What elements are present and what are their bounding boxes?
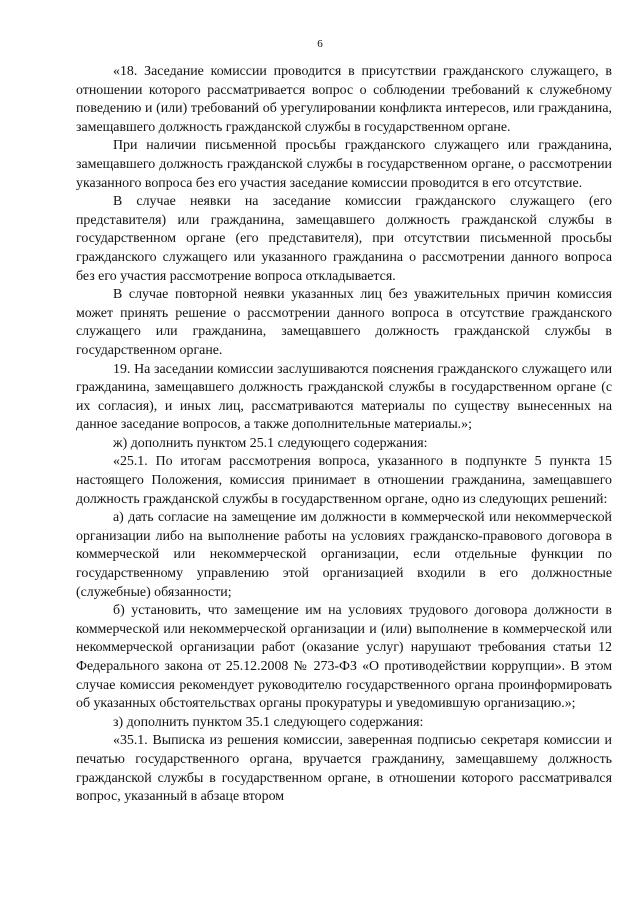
paragraph-amendment-zh: ж) дополнить пунктом 25.1 следующего содержания: (113, 435, 428, 451)
paragraph-18: «18. Заседание комиссии проводится в присутствии гражданского служащего, в отношении которого рассматривается вопрос о соблюдении требований к служебному поведению и (или) требований об урегулировании конфликта интересов, или гражданина, замещавшего должность гражданской службы в государственном органе. (76, 64, 612, 135)
paragraph-written-request: При наличии письменной просьбы гражданского служащего или гражданина, замещавшего должность гражданской службы в государственном органе, о рассмотрении указанного вопроса без его участия заседание комиссии проводится в его отсутствие. (76, 138, 612, 191)
paragraph-35-1: «35.1. Выписка из решения комиссии, заверенная подписью секретаря комиссии и печатью государственного органа, вручается гражданину, замещавшему должность гражданской службы в государственном органе, в отношении которого рассматривался вопрос, указанный в абзаце втором (76, 733, 612, 805)
paragraph-amendment-z: з) дополнить пунктом 35.1 следующего содержания: (113, 714, 424, 730)
paragraph-repeated-non-appearance: В случае повторной неявки указанных лиц без уважительных причин комиссия может принять решение о рассмотрении данного вопроса в отсутствие гражданского служащего или гражданина, замещавшего должность гражданской службы в государственном органе. (76, 287, 612, 358)
paragraph-decision-a: а) дать согласие на замещение им должности в коммерческой или некоммерческой организации либо на выполнение работы на условиях гражданско-правового договора в коммерческой или некоммерческой организации, если отдельные функции по государственному управлению этой организацией входили в его должностные (служебные) обязанности; (76, 510, 612, 600)
paragraph-non-appearance: В случае неявки на заседание комиссии гражданского служащего (его представителя) или гражданина, замещавшего должность гражданской службы в государственном органе (его представителя), при отсутствии письменной просьбы гражданского служащего или указанного гражданина о рассмотрении данного вопроса без его участия рассмотрение вопроса откладывается. (76, 194, 612, 284)
document-body (76, 63, 612, 807)
paragraph-decision-b: б) установить, что замещение им на условиях трудового договора должности в коммерческой или некоммерческой организации и (или) выполнение в коммерческой или некоммерческой организации работ (оказание услуг) нарушают требования статьи 12 Федерального закона от 25.12.2008 № 273-ФЗ «О противодействии коррупции». В этом случае комиссия рекомендует руководителю государственного органа проинформировать об указанных обстоятельствах органы прокуратуры и уведомившую организацию.»; (76, 603, 612, 712)
page-number: 6 (317, 38, 323, 50)
paragraph-25-1: «25.1. По итогам рассмотрения вопроса, указанного в подпункте 5 пункта 15 настоящего Положения, комиссия принимает в отношении гражданина, замещавшего должность гражданской службы в государственном органе, одно из следующих решений: (76, 454, 612, 507)
paragraph-19: 19. На заседании комиссии заслушиваются пояснения гражданского служащего или гражданина, замещавшего должность гражданской службы в государственном органе (с их согласия), и иных лиц, рассматриваются материалы по существу вынесенных на данное заседание вопросов, а также дополнительные материалы.»; (76, 361, 612, 433)
